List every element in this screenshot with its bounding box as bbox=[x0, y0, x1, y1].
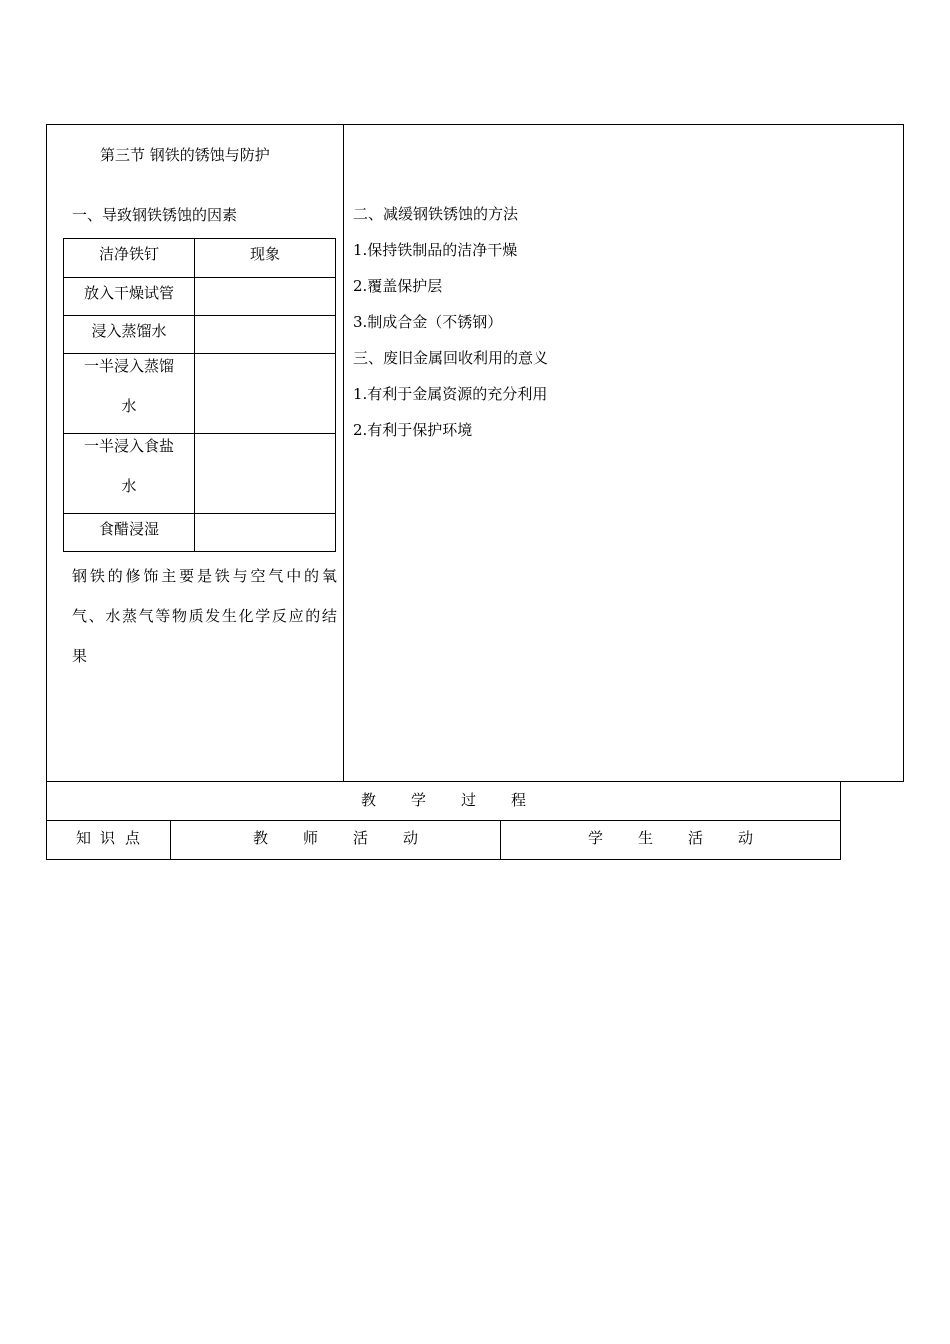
student-activity-char: 生 bbox=[638, 829, 654, 847]
process-header-char: 教 bbox=[361, 791, 377, 809]
table-cell bbox=[195, 354, 336, 434]
table-cell-text: 一半浸入蒸馏水 bbox=[83, 357, 174, 415]
table-cell bbox=[195, 434, 336, 514]
process-header-char: 过 bbox=[461, 791, 477, 809]
teacher-activity-char: 动 bbox=[403, 829, 419, 847]
table-row bbox=[64, 354, 336, 434]
student-activity-char: 活 bbox=[688, 829, 704, 847]
table-cell: 放入干燥试管 bbox=[64, 278, 195, 316]
knowledge-point-char: 点 bbox=[125, 829, 141, 847]
process-header-char: 程 bbox=[511, 791, 527, 809]
table-cell: 浸入蒸馏水 bbox=[64, 316, 195, 354]
knowledge-point-char: 识 bbox=[100, 829, 116, 847]
table-cell-text: 一半浸入食盐水 bbox=[83, 437, 174, 495]
table-row bbox=[64, 514, 336, 552]
factors-table bbox=[63, 238, 336, 552]
table-cell bbox=[64, 434, 195, 514]
list-item: 1.保持铁制品的洁净干燥 bbox=[353, 241, 518, 259]
list-item: 2.有利于保护环境 bbox=[353, 421, 473, 439]
list-item: 2.覆盖保护层 bbox=[353, 277, 443, 295]
table-cell: 食醋浸湿 bbox=[64, 514, 195, 552]
column-divider bbox=[170, 821, 171, 859]
column-divider bbox=[343, 124, 344, 782]
teaching-process-table bbox=[46, 782, 841, 860]
lesson-title: 第三节 钢铁的锈蚀与防护 bbox=[100, 146, 270, 164]
table-cell bbox=[195, 278, 336, 316]
table-cell bbox=[64, 354, 195, 434]
row-divider bbox=[47, 820, 840, 821]
teacher-activity-char: 师 bbox=[303, 829, 319, 847]
table-row bbox=[64, 278, 336, 316]
column-divider bbox=[500, 821, 501, 859]
process-header-char: 学 bbox=[411, 791, 427, 809]
table-row bbox=[64, 434, 336, 514]
table-cell bbox=[195, 316, 336, 354]
table-header-cell: 现象 bbox=[195, 239, 336, 278]
table-row bbox=[64, 239, 336, 278]
table-cell bbox=[195, 514, 336, 552]
list-item: 3.制成合金（不锈钢） bbox=[353, 313, 503, 331]
section-heading-methods: 二、减缓钢铁锈蚀的方法 bbox=[353, 205, 519, 223]
list-item: 1.有利于金属资源的充分利用 bbox=[353, 385, 548, 403]
section-heading-factors: 一、导致钢铁锈蚀的因素 bbox=[72, 206, 238, 224]
teacher-activity-char: 活 bbox=[353, 829, 369, 847]
knowledge-point-char: 知 bbox=[76, 829, 92, 847]
conclusion-text: 钢铁的修饰主要是铁与空气中的氧气、水蒸气等物质发生化学反应的结果 bbox=[72, 567, 338, 665]
student-activity-char: 动 bbox=[738, 829, 754, 847]
table-header-cell: 洁净铁钉 bbox=[64, 239, 195, 278]
student-activity-char: 学 bbox=[588, 829, 604, 847]
teacher-activity-char: 教 bbox=[253, 829, 269, 847]
right-column bbox=[353, 196, 548, 448]
section-heading-recycling: 三、废旧金属回收利用的意义 bbox=[353, 349, 549, 367]
